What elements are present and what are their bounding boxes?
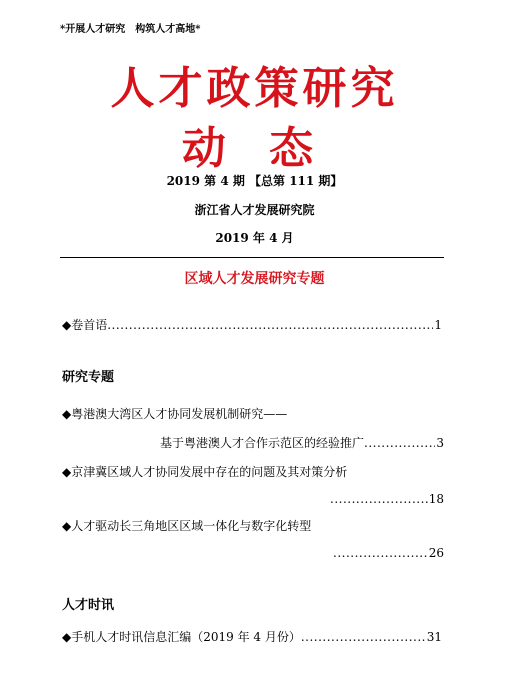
toc-item-research-1[interactable] <box>62 405 287 422</box>
toc-page-number: 1 <box>434 318 442 332</box>
toc-leader-dots <box>301 630 426 644</box>
toc-page-number: 18 <box>428 492 444 506</box>
toc-item-research-3[interactable] <box>62 517 311 534</box>
toc-item-research-2-page-line[interactable] <box>330 492 444 506</box>
toc-item-label: ◆人才驱动长三角地区区域一体化与数字化转型 <box>62 519 312 533</box>
section-heading-research: 研究专题 <box>62 370 115 385</box>
toc-page-number: 3 <box>436 436 444 450</box>
publication-title: 人才政策研究 <box>110 63 399 114</box>
toc-item-label: ◆粤港澳大湾区人才协同发展机制研究—— <box>62 407 288 421</box>
toc-leader-dots <box>364 436 435 450</box>
toc-page-number: 31 <box>426 630 442 644</box>
toc-leader-dots <box>107 318 433 332</box>
toc-page-number: 26 <box>428 546 444 560</box>
toc-item-sublabel: 基于粤港澳人才合作示范区的经验推广 <box>160 436 365 450</box>
publication-subtitle: 动 态 <box>181 123 328 174</box>
toc-item-research-3-page-line[interactable] <box>333 546 444 560</box>
organization-name: 浙江省人才发展研究院 <box>194 203 315 217</box>
toc-leader-dots <box>330 492 428 506</box>
header-divider <box>60 257 444 258</box>
publication-date: 2019 年 4 月 <box>215 231 294 245</box>
toc-item-preface[interactable] <box>62 316 442 333</box>
special-topic-title: 区域人才发展研究专题 <box>184 271 325 287</box>
toc-leader-dots <box>333 546 428 560</box>
section-heading-news: 人才时讯 <box>62 598 115 613</box>
toc-item-label: ◆卷首语 <box>62 318 108 332</box>
toc-item-research-1-sub[interactable] <box>160 434 444 451</box>
toc-item-label: ◆手机人才时讯信息汇编（2019 年 4 月份） <box>62 630 301 644</box>
toc-item-label: ◆京津冀区域人才协同发展中存在的问题及其对策分析 <box>62 465 348 479</box>
toc-item-research-2[interactable] <box>62 463 347 480</box>
toc-item-news-1[interactable] <box>62 628 442 645</box>
issue-number: 2019 第 4 期 【总第 111 期】 <box>166 174 343 188</box>
slogan: *开展人才研究 构筑人才高地* <box>60 24 201 35</box>
